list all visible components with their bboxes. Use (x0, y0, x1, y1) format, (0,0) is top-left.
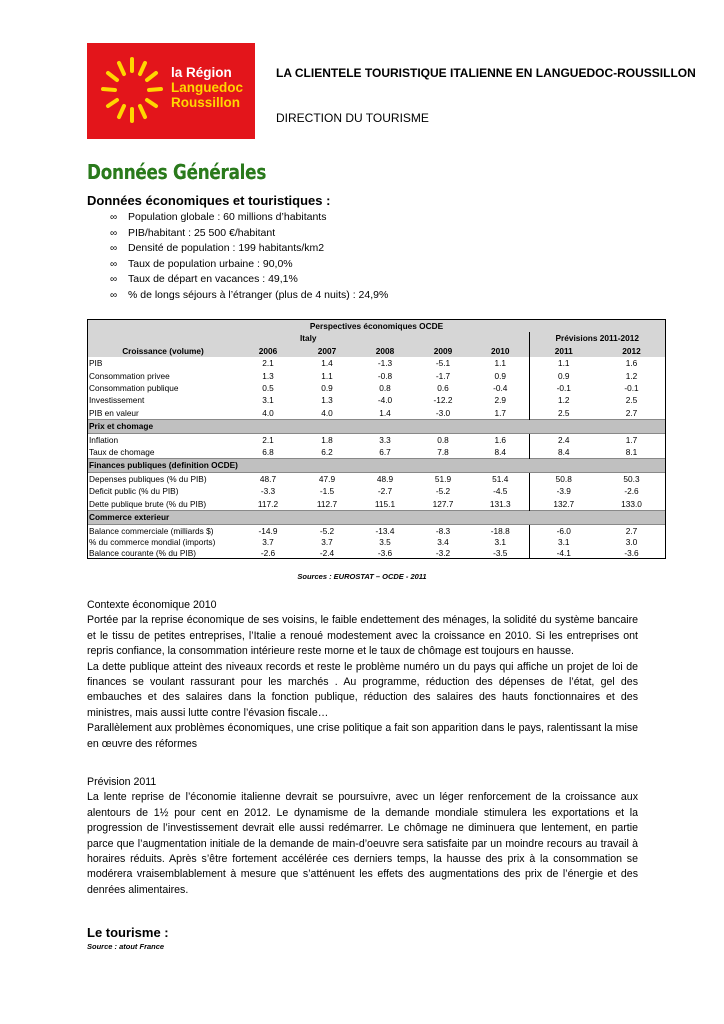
table-row-label: PIB (89, 358, 103, 369)
list-item: ∞ Taux de départ en vacances : 49,1% (110, 272, 388, 288)
table-cell: 3.1 (494, 536, 507, 547)
table-cell: -12.2 (433, 395, 453, 406)
table-cell: 8.4 (494, 447, 507, 458)
table-cell: -1.3 (377, 358, 393, 369)
infinity-bullet-icon: ∞ (110, 227, 118, 239)
table-caption-row (88, 320, 665, 332)
table-cell: -5.2 (435, 486, 451, 497)
table-row (88, 524, 665, 537)
table-row-label: Consommation privee (89, 370, 170, 381)
table-row (88, 472, 665, 485)
table-cell: 7.8 (437, 447, 449, 458)
table-section-label: Finances publiques (definition OCDE) (88, 459, 665, 472)
table-cell: 3.0 (625, 536, 638, 547)
year-header: 2010 (472, 345, 529, 357)
table-cell: 47.9 (318, 473, 336, 484)
table-cell: 2.5 (529, 407, 598, 420)
table-cell: 0.9 (321, 383, 333, 394)
table-cell: 132.7 (529, 498, 598, 511)
contexte-paragraph: Portée par la reprise économique de ses voisins, le faible endettement des ménages, la solidité du système bancaire et le tissu de petites entreprises, l’Italie a renoué modestement avec la croissance en 2010. Si les entreprises ont repris confiance, la consommation intérieure reste morne et le taux de chômage est toujours en hausse. (87, 614, 638, 658)
list-item: ∞ Population globale : 60 millions d’habitants (110, 210, 388, 226)
table-row-label: Dette publique brute (% du PIB) (89, 498, 207, 509)
table-cell: -3.6 (377, 547, 393, 558)
table-caption: Perspectives économiques OCDE (88, 320, 665, 332)
table-row-label: Taux de chomage (89, 447, 155, 458)
table-cell: -2.6 (624, 486, 639, 497)
table-cell: -5.2 (319, 525, 335, 536)
year-header: 2007 (298, 345, 356, 357)
table-cell: -0.4 (493, 383, 508, 394)
table-cell: 127.7 (432, 498, 454, 509)
table-cell: 133.0 (621, 498, 642, 509)
table-cell: -3.5 (493, 547, 508, 558)
infinity-bullet-icon: ∞ (110, 258, 118, 270)
table-cell: 112.7 (316, 498, 338, 509)
table-cell: -4.1 (529, 548, 598, 559)
table-cell: 50.3 (623, 473, 640, 484)
table-row-label: Inflation (89, 434, 119, 445)
table-cell: -2.4 (319, 547, 335, 558)
table-cell: 1.8 (321, 434, 333, 445)
prevision-paragraph: La lente reprise de l’économie italienne devrait se poursuivre, avec un léger renforcement de la croissance aux alentours de 1½ pour cent en 2012. Le dynamisme de la demande mondiale stimulera les exportations et la progression de l’investissement devrait elle aussi redémarrer. Le chômage ne diminuera que lentement, en partie parce que l’augmentation initiale de la demande de main-d’oeuvre sera satisfaite par un moindre recours au travail à horaires réduits. Après s’être fortement accélérée ces derniers temps, la hausse des prix à la consommation se modérera vraisemblablement à mesure que s’atténuent les effets des augmentations des prix de l’énergie et des denrées alimentaires. (87, 791, 638, 896)
table-cell: -1.7 (435, 370, 451, 381)
infinity-bullet-icon: ∞ (110, 274, 118, 286)
table-cell: 0.9 (529, 370, 598, 382)
table-cell: -4.0 (377, 395, 393, 406)
logo-text (171, 65, 243, 110)
ocde-table (87, 319, 666, 559)
contexte-block (87, 598, 638, 752)
infinity-bullet-icon: ∞ (110, 289, 118, 301)
table-cell: 1.1 (321, 370, 333, 381)
contexte-title: Contexte économique 2010 (87, 599, 217, 611)
table-previsions: Prévisions 2011-2012 (529, 332, 665, 344)
table-row-label: Depenses publiques (% du PIB) (89, 473, 207, 484)
table-cell: -0.1 (624, 383, 639, 394)
year-header: 2008 (356, 345, 414, 357)
table-cell: -2.6 (260, 547, 276, 558)
table-cell: 51.9 (434, 473, 452, 484)
table-row (88, 537, 665, 548)
list-item: ∞ Densité de population : 199 habitants/km2 (110, 241, 388, 257)
table-row-label: Balance commerciale (milliards $) (89, 525, 214, 536)
table-row (88, 357, 665, 369)
table-cell: -3.0 (435, 407, 451, 418)
year-header: 2009 (414, 345, 472, 357)
table-cell: 3.3 (379, 434, 391, 445)
table-cell: -4.5 (493, 486, 508, 497)
table-row (88, 548, 665, 559)
infinity-bullet-icon: ∞ (110, 243, 118, 255)
table-cell: -5.1 (435, 358, 451, 369)
table-cell: -6.0 (529, 524, 598, 537)
table-sources: Sources : EUROSTAT – OCDE - 2011 (297, 572, 427, 581)
table-section-label: Prix et chomage (88, 420, 665, 433)
table-row (88, 433, 665, 446)
table-cell: -8.3 (435, 525, 451, 536)
region-logo (87, 43, 255, 139)
year-header: 2011 (529, 345, 598, 357)
table-cell: -3.6 (624, 547, 639, 558)
table-row-label: Balance courante (% du PIB) (89, 547, 196, 558)
table-row-label: Consommation publique (89, 383, 179, 394)
table-cell: 115.1 (374, 498, 396, 509)
table-cell: 1.1 (494, 358, 507, 369)
table-cell: 3.7 (262, 536, 274, 547)
table-section-row (88, 511, 665, 524)
table-cell: 48.9 (376, 473, 394, 484)
table-cell: 1.3 (321, 395, 333, 406)
table-cell: 6.8 (262, 447, 274, 458)
table-cell: 1.4 (321, 358, 333, 369)
table-cell: -13.4 (375, 525, 395, 536)
table-cell: -14.9 (258, 525, 278, 536)
table-cell: -0.8 (377, 370, 393, 381)
year-header: 2006 (238, 345, 298, 357)
table-cell: 3.4 (437, 536, 449, 547)
document-title: LA CLIENTELE TOURISTIQUE ITALIENNE EN LANGUEDOC-ROUSSILLON (276, 66, 696, 80)
table-cell: 0.8 (437, 434, 449, 445)
contexte-paragraph: La dette publique atteint des niveaux records et reste le problème numéro un du pays qui affiche un projet de loi de finances se voulant rassurant pour les marchés . Au programme, réduction des dépenses de l’état, gel des embauches et des salaires dans la fonction publique, réduction des salaires des hauts fonctionnaires et des ministres, mais aussi lutte contre l’évasion fiscale… (87, 660, 638, 719)
table-row (88, 382, 665, 394)
table-cell: -3.3 (260, 486, 276, 497)
logo-line-3: Roussillon (171, 95, 241, 110)
table-cell: 0.8 (379, 383, 391, 394)
table-cell: 0.5 (262, 383, 274, 394)
prevision-block (87, 775, 638, 898)
table-cell: 8.1 (625, 447, 638, 458)
table-row (88, 394, 665, 406)
table-cell: 0.6 (437, 383, 449, 394)
table-cell: 48.7 (259, 473, 277, 484)
table-cell: 117.2 (257, 498, 279, 509)
eco-list (110, 210, 388, 304)
table-cell: 8.4 (529, 446, 598, 459)
table-cell: 4.0 (262, 407, 274, 418)
table-section-row (88, 420, 665, 433)
table-cell: 2.1 (262, 358, 274, 369)
table-row-label: PIB en valeur (89, 407, 139, 418)
table-cell: 0.9 (494, 370, 507, 381)
eco-title: Données économiques et touristiques : (87, 193, 331, 208)
list-item: ∞ PIB/habitant : 25 500 €/habitant (110, 226, 388, 242)
table-cell: 50.8 (529, 472, 598, 485)
year-header: 2012 (598, 345, 665, 357)
table-cell: 1.4 (379, 407, 391, 418)
table-row-label: % du commerce mondial (imports) (89, 536, 216, 547)
table-cell: 2.4 (529, 433, 598, 446)
table-row-header: Croissance (volume) (88, 345, 238, 357)
contexte-paragraph: Parallèlement aux problèmes économiques, une crise politique a fait son apparition dans le pays, ralentissant la mise en œuvre des réformes (87, 722, 638, 750)
table-cell: 3.5 (379, 536, 391, 547)
tourisme-source: Source : atout France (87, 942, 165, 951)
table-cell: 6.2 (321, 447, 333, 458)
table-row (88, 407, 665, 420)
infinity-bullet-icon: ∞ (110, 212, 118, 223)
table-cell: 2.1 (262, 434, 274, 445)
table-section-label: Commerce exterieur (88, 511, 665, 524)
document-subtitle: DIRECTION DU TOURISME (276, 111, 429, 125)
tourisme-title: Le tourisme : (87, 925, 169, 940)
logo-line-1: la Région (171, 65, 232, 80)
table-cell: 6.7 (379, 447, 391, 458)
table-section-row (88, 459, 665, 472)
list-item: ∞ % de longs séjours à l’étranger (plus de 4 nuits) : 24,9% (110, 288, 388, 304)
table-cell: 3.1 (262, 395, 274, 406)
table-cell: 4.0 (321, 407, 333, 418)
list-item: ∞ Taux de population urbaine : 90,0% (110, 257, 388, 273)
table-cell: 131.3 (489, 498, 511, 509)
table-cell: 1.6 (625, 358, 638, 369)
table-cell: 1.1 (529, 357, 598, 369)
table-row (88, 370, 665, 382)
table-row (88, 498, 665, 511)
table-cell: -1.5 (319, 486, 335, 497)
prevision-title: Prévision 2011 (87, 776, 157, 788)
table-row-label: Investissement (89, 395, 145, 406)
table-header-row-1 (88, 332, 665, 344)
table-cell: 3.7 (321, 536, 333, 547)
table-cell: 1.2 (625, 370, 638, 381)
table-row-label: Deficit public (% du PIB) (89, 486, 179, 497)
table-cell: 1.6 (494, 434, 507, 445)
table-cell: 2.9 (494, 395, 507, 406)
sun-emblem-icon (93, 51, 171, 131)
table-cell: 1.3 (262, 370, 274, 381)
table-cell: -3.2 (435, 547, 451, 558)
table-cell: 1.7 (625, 434, 638, 445)
table-cell: -18.8 (490, 525, 510, 536)
table-row (88, 446, 665, 459)
table-country: Italy (88, 332, 529, 344)
table-row (88, 485, 665, 497)
table-cell: -2.7 (377, 486, 393, 497)
section-title: Données Générales (87, 160, 267, 184)
table-cell: -3.9 (529, 485, 598, 497)
table-cell: 2.7 (625, 407, 638, 418)
logo-line-2: Languedoc (171, 80, 244, 95)
table-header-row-2 (88, 345, 665, 357)
table-cell: 1.7 (494, 407, 507, 418)
table-cell: 1.2 (529, 394, 598, 406)
table-cell: 2.5 (625, 395, 638, 406)
table-cell: 51.4 (492, 473, 509, 484)
table-cell: 3.1 (529, 537, 598, 548)
table-cell: -0.1 (529, 382, 598, 394)
table-cell: 2.7 (625, 525, 638, 536)
